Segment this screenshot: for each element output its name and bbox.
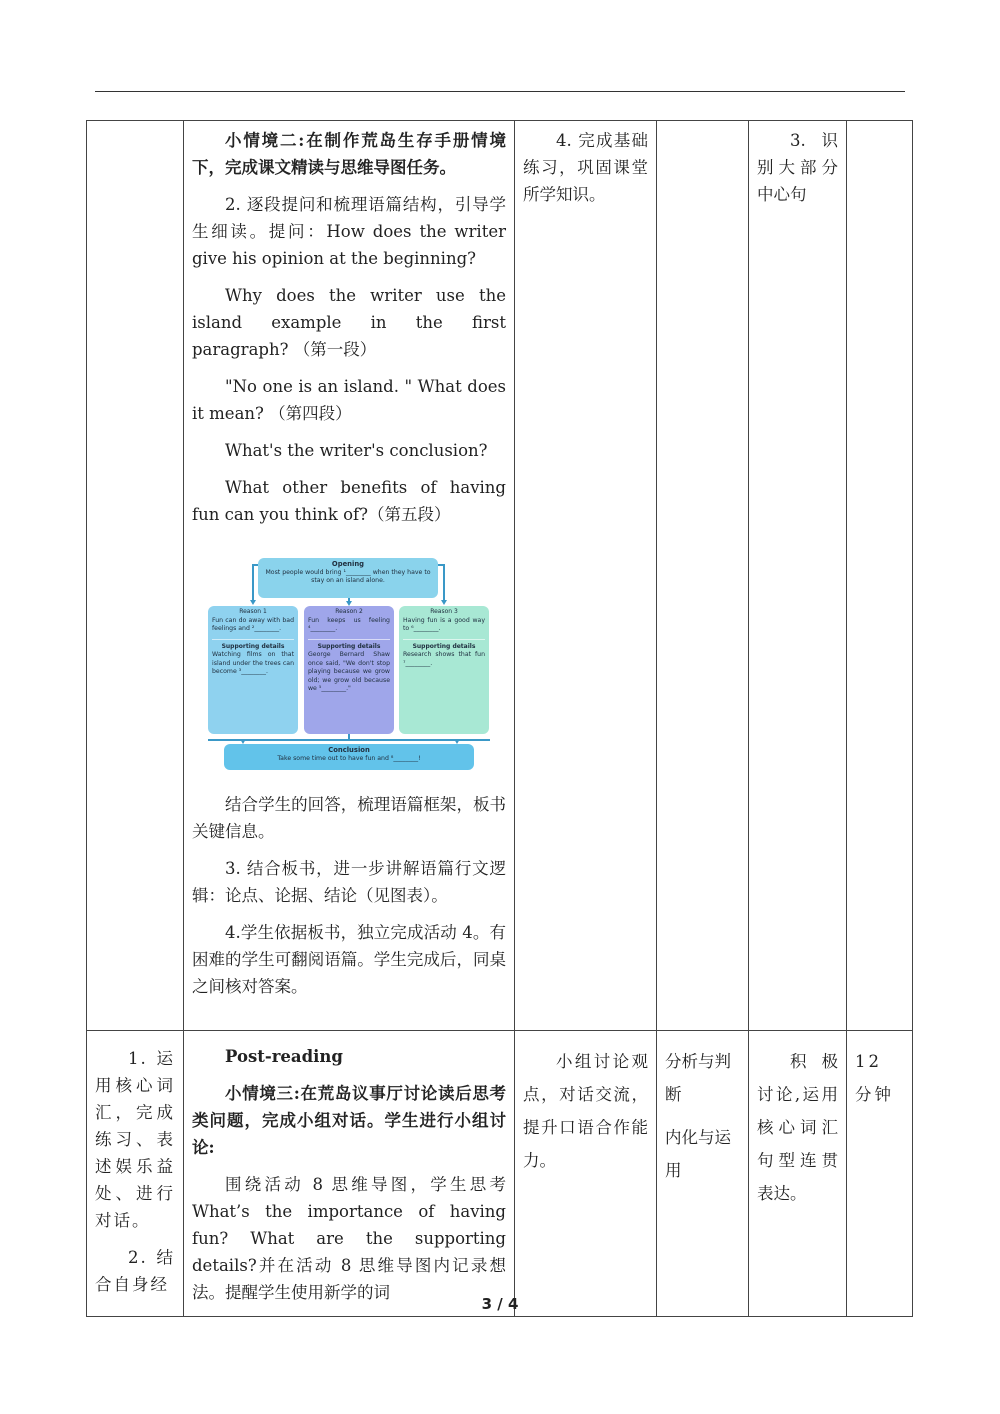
supporting-details-text: Research shows that fun ⁷________. xyxy=(403,651,485,667)
opening-text: Most people would bring ¹________ when they have to stay on an island alone. xyxy=(265,568,431,584)
reason-text: Having fun is a good way to ⁶________. xyxy=(403,616,485,632)
time-text: 12 分钟 xyxy=(855,1052,894,1104)
conclusion-title: Conclusion xyxy=(328,746,370,754)
arrow-down-icon xyxy=(250,600,256,605)
connector-line xyxy=(443,564,445,601)
competence-cell xyxy=(657,1031,749,1317)
activity-paragraph: 围绕活动 8 思维导图，学生思考 What’s the importance of having fun? What are the supporting details?并在活动 8 思维导图内记录想法。提醒学生使用新学的词 xyxy=(192,1175,506,1302)
competence-text: 内化与运用 xyxy=(665,1128,731,1180)
objective-text: 1. 运用核心词汇，完成练习、表述娱乐益处、进行对话。 xyxy=(95,1049,175,1230)
header-rule xyxy=(95,91,905,92)
reason-text: Fun can do away with bad feelings and ²________. xyxy=(212,616,294,632)
objective-cell-empty xyxy=(87,121,184,1031)
connector-line xyxy=(348,734,350,740)
objective-cell xyxy=(87,1031,184,1317)
mind-map-figure xyxy=(206,558,496,773)
activity-paragraph: 4.学生依据板书，独立完成活动 4。有困难的学生可翻阅语篇。学生完成后，同桌之间核对答案。 xyxy=(192,923,506,996)
time-cell-empty xyxy=(847,121,913,1031)
activity-paragraph: Why does the writer use the island example in the first paragraph? （第一段） xyxy=(192,286,506,359)
evaluation-cell xyxy=(749,1031,847,1317)
activity-paragraph: What other benefits of having fun can you think of?（第五段） xyxy=(192,478,506,524)
connector-line xyxy=(252,564,254,601)
arrow-down-icon xyxy=(441,600,447,605)
mind-map-reason-1 xyxy=(208,606,298,734)
reason-title: Reason 3 xyxy=(430,608,458,615)
objective-text: 2. 结合自身经 xyxy=(95,1248,175,1294)
activity-paragraph: 3. 结合板书，进一步讲解语篇行文逻辑：论点、论据、结论（见图表）。 xyxy=(192,859,506,905)
mind-map-opening xyxy=(258,558,438,598)
purpose-text: 小组讨论观点，对话交流，提升口语合作能力。 xyxy=(523,1052,648,1170)
mind-map-conclusion xyxy=(224,744,474,770)
conclusion-text: Take some time out to have fun and ⁸________! xyxy=(277,754,421,762)
activity-cell xyxy=(184,1031,515,1317)
evaluation-text: 积极讨论,运用核心词汇句型连贯表达。 xyxy=(757,1052,838,1203)
scene-title: 小情境二:在制作荒岛生存手册情境下，完成课文精读与思维导图任务。 xyxy=(192,131,506,177)
activity-cell xyxy=(184,121,515,1031)
purpose-cell xyxy=(515,1031,657,1317)
evaluation-cell xyxy=(749,121,847,1031)
opening-title: Opening xyxy=(331,560,365,568)
reason-title: Reason 2 xyxy=(335,608,363,615)
purpose-text: 4. 完成基础练习，巩固课堂所学知识。 xyxy=(523,131,648,204)
lesson-plan-table xyxy=(86,120,913,1317)
activity-paragraph: "No one is an island. " What does it mean? （第四段） xyxy=(192,377,506,423)
competence-text: 分析与判断 xyxy=(665,1052,731,1104)
supporting-details-text: George Bernard Shaw once said, "We don't stop playing because we grow old; we grow old because we ⁵________." xyxy=(308,651,390,692)
activity-paragraph: What's the writer's conclusion? xyxy=(225,441,488,460)
table-row xyxy=(87,1031,913,1317)
mind-map-reason-3 xyxy=(399,606,489,734)
scene-title: 小情境三:在荒岛议事厅讨论读后思考类问题，完成小组对话。学生进行小组讨论: xyxy=(192,1084,506,1157)
table-row xyxy=(87,121,913,1031)
reason-text: Fun keeps us feeling ⁴________. xyxy=(308,616,390,632)
supporting-details-title: Supporting details xyxy=(308,639,390,652)
page-number: 3 / 4 xyxy=(481,1295,519,1313)
supporting-details-text: Watching films on that island under the trees can become ³________. xyxy=(212,651,294,675)
mind-map-reason-2 xyxy=(304,606,394,734)
purpose-cell xyxy=(515,121,657,1031)
activity-paragraph: 结合学生的回答，梳理语篇框架，板书关键信息。 xyxy=(192,795,506,841)
activity-paragraph: 2. 逐段提问和梳理语篇结构，引导学生细读。提问：How does the writer give his opinion at the beginning? xyxy=(192,195,506,268)
section-heading: Post-reading xyxy=(225,1047,343,1066)
supporting-details-title: Supporting details xyxy=(403,639,485,652)
evaluation-text: 3. 识别大部分中心句 xyxy=(757,131,838,204)
time-cell xyxy=(847,1031,913,1317)
reason-title: Reason 1 xyxy=(239,608,267,615)
supporting-details-title: Supporting details xyxy=(212,639,294,652)
competence-cell-empty xyxy=(657,121,749,1031)
